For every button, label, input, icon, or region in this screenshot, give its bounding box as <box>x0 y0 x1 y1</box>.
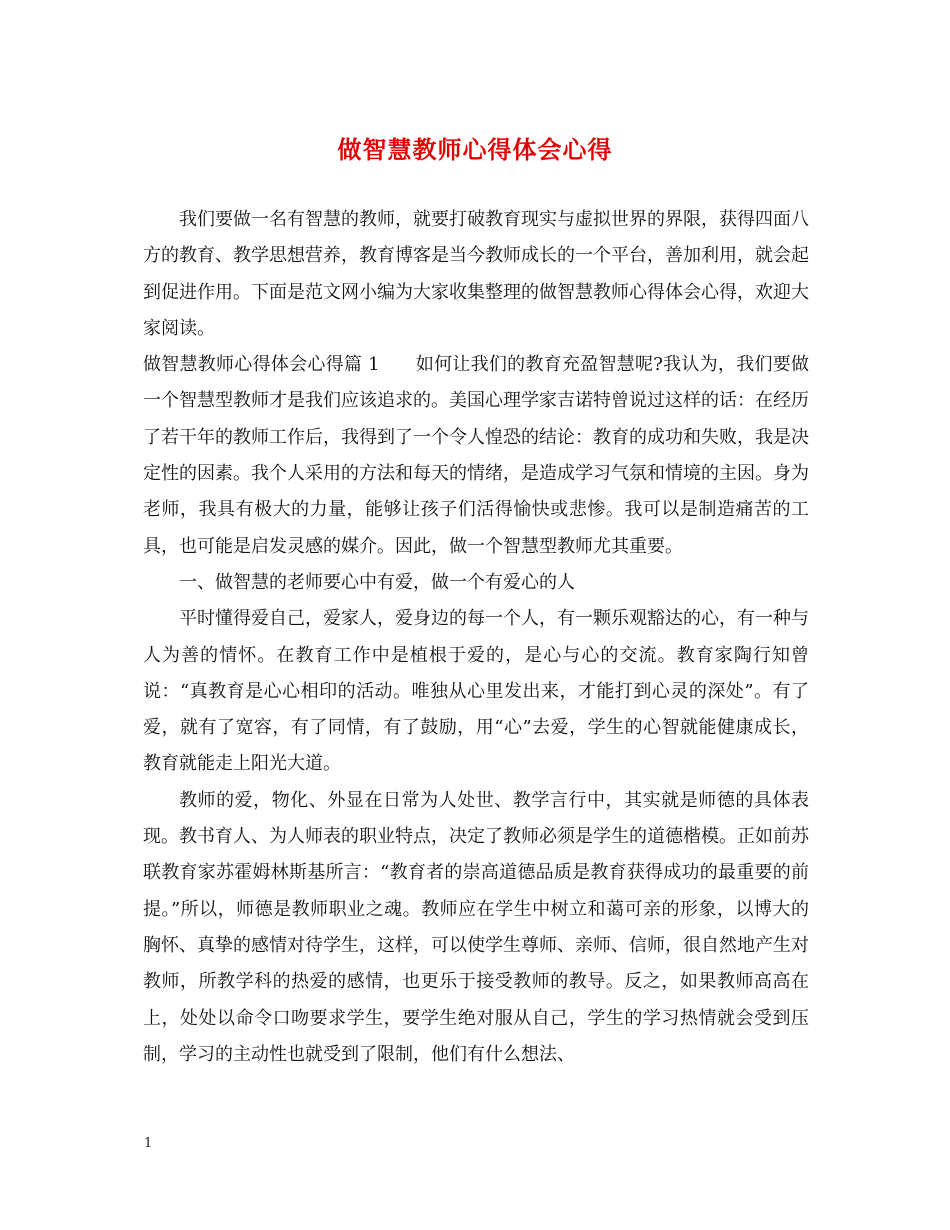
body-paragraph-1: 平时懂得爱自己，爱家人，爱身边的每一个人，有一颗乐观豁达的心，有一种与人为善的情怀。在教育工作中是植根于爱的，是心与心的交流。教育家陶行知曾说：“真教育是心心相印的活动。唯独从心里发出来，才能打到心灵的深处”。有了爱，就有了宽容，有了同情，有了鼓励，用“心”去爱，学生的心智就能健康成长，教育就能走上阳光大道。 <box>143 608 809 775</box>
section-label: 做智慧教师心得体会心得篇 1 <box>143 354 380 376</box>
document-body <box>143 202 809 1073</box>
page-number: 1 <box>144 1136 153 1151</box>
document-title: 做智慧教师心得体会心得 <box>337 135 613 164</box>
section-paragraph <box>143 347 809 565</box>
section-heading: 一、做智慧的老师要心中有爱，做一个有爱心的人 <box>179 571 575 593</box>
intro-paragraph: 我们要做一名有智慧的教师，就要打破教育现实与虚拟世界的界限，获得四面八方的教育、教学思想营养，教育博客是当今教师成长的一个平台，善加利用，就会起到促进作用。下面是范文网小编为大家收集整理的做智慧教师心得体会心得，欢迎大家阅读。 <box>143 209 809 339</box>
body-paragraph-2: 教师的爱，物化、外显在日常为人处世、教学言行中，其实就是师德的具体表现。教书育人、为人师表的职业特点，决定了教师必须是学生的道德楷模。正如前苏联教育家苏霍姆林斯基所言：“教育者的崇高道德品质是教育获得成功的最重要的前提。”所以，师德是教师职业之魂。教师应在学生中树立和蔼可亲的形象，以博大的胸怀、真挚的感情对待学生，这样，可以使学生尊师、亲师、信师，很自然地产生对教师，所教学科的热爱的感情，也更乐于接受教师的教导。反之，如果教师高高在上，处处以命令口吻要求学生，要学生绝对服从自己，学生的学习热情就会受到压制，学习的主动性也就受到了限制，他们有什么想法、 <box>143 789 809 1065</box>
section-text: 如何让我们的教育充盈智慧呢?我认为，我们要做一个智慧型教师才是我们应该追求的。美国心理学家吉诺特曾说过这样的话：在经历了若干年的教师工作后，我得到了一个令人惶恐的结论：教育的成功和失败，我是决定性的因素。我个人采用的方法和每天的情绪，是造成学习气氛和情境的主因。身为老师，我具有极大的力量，能够让孩子们活得愉快或悲惨。我可以是制造痛苦的工具，也可能是启发灵感的媒介。因此，做一个智慧型教师尤其重要。 <box>143 354 809 557</box>
